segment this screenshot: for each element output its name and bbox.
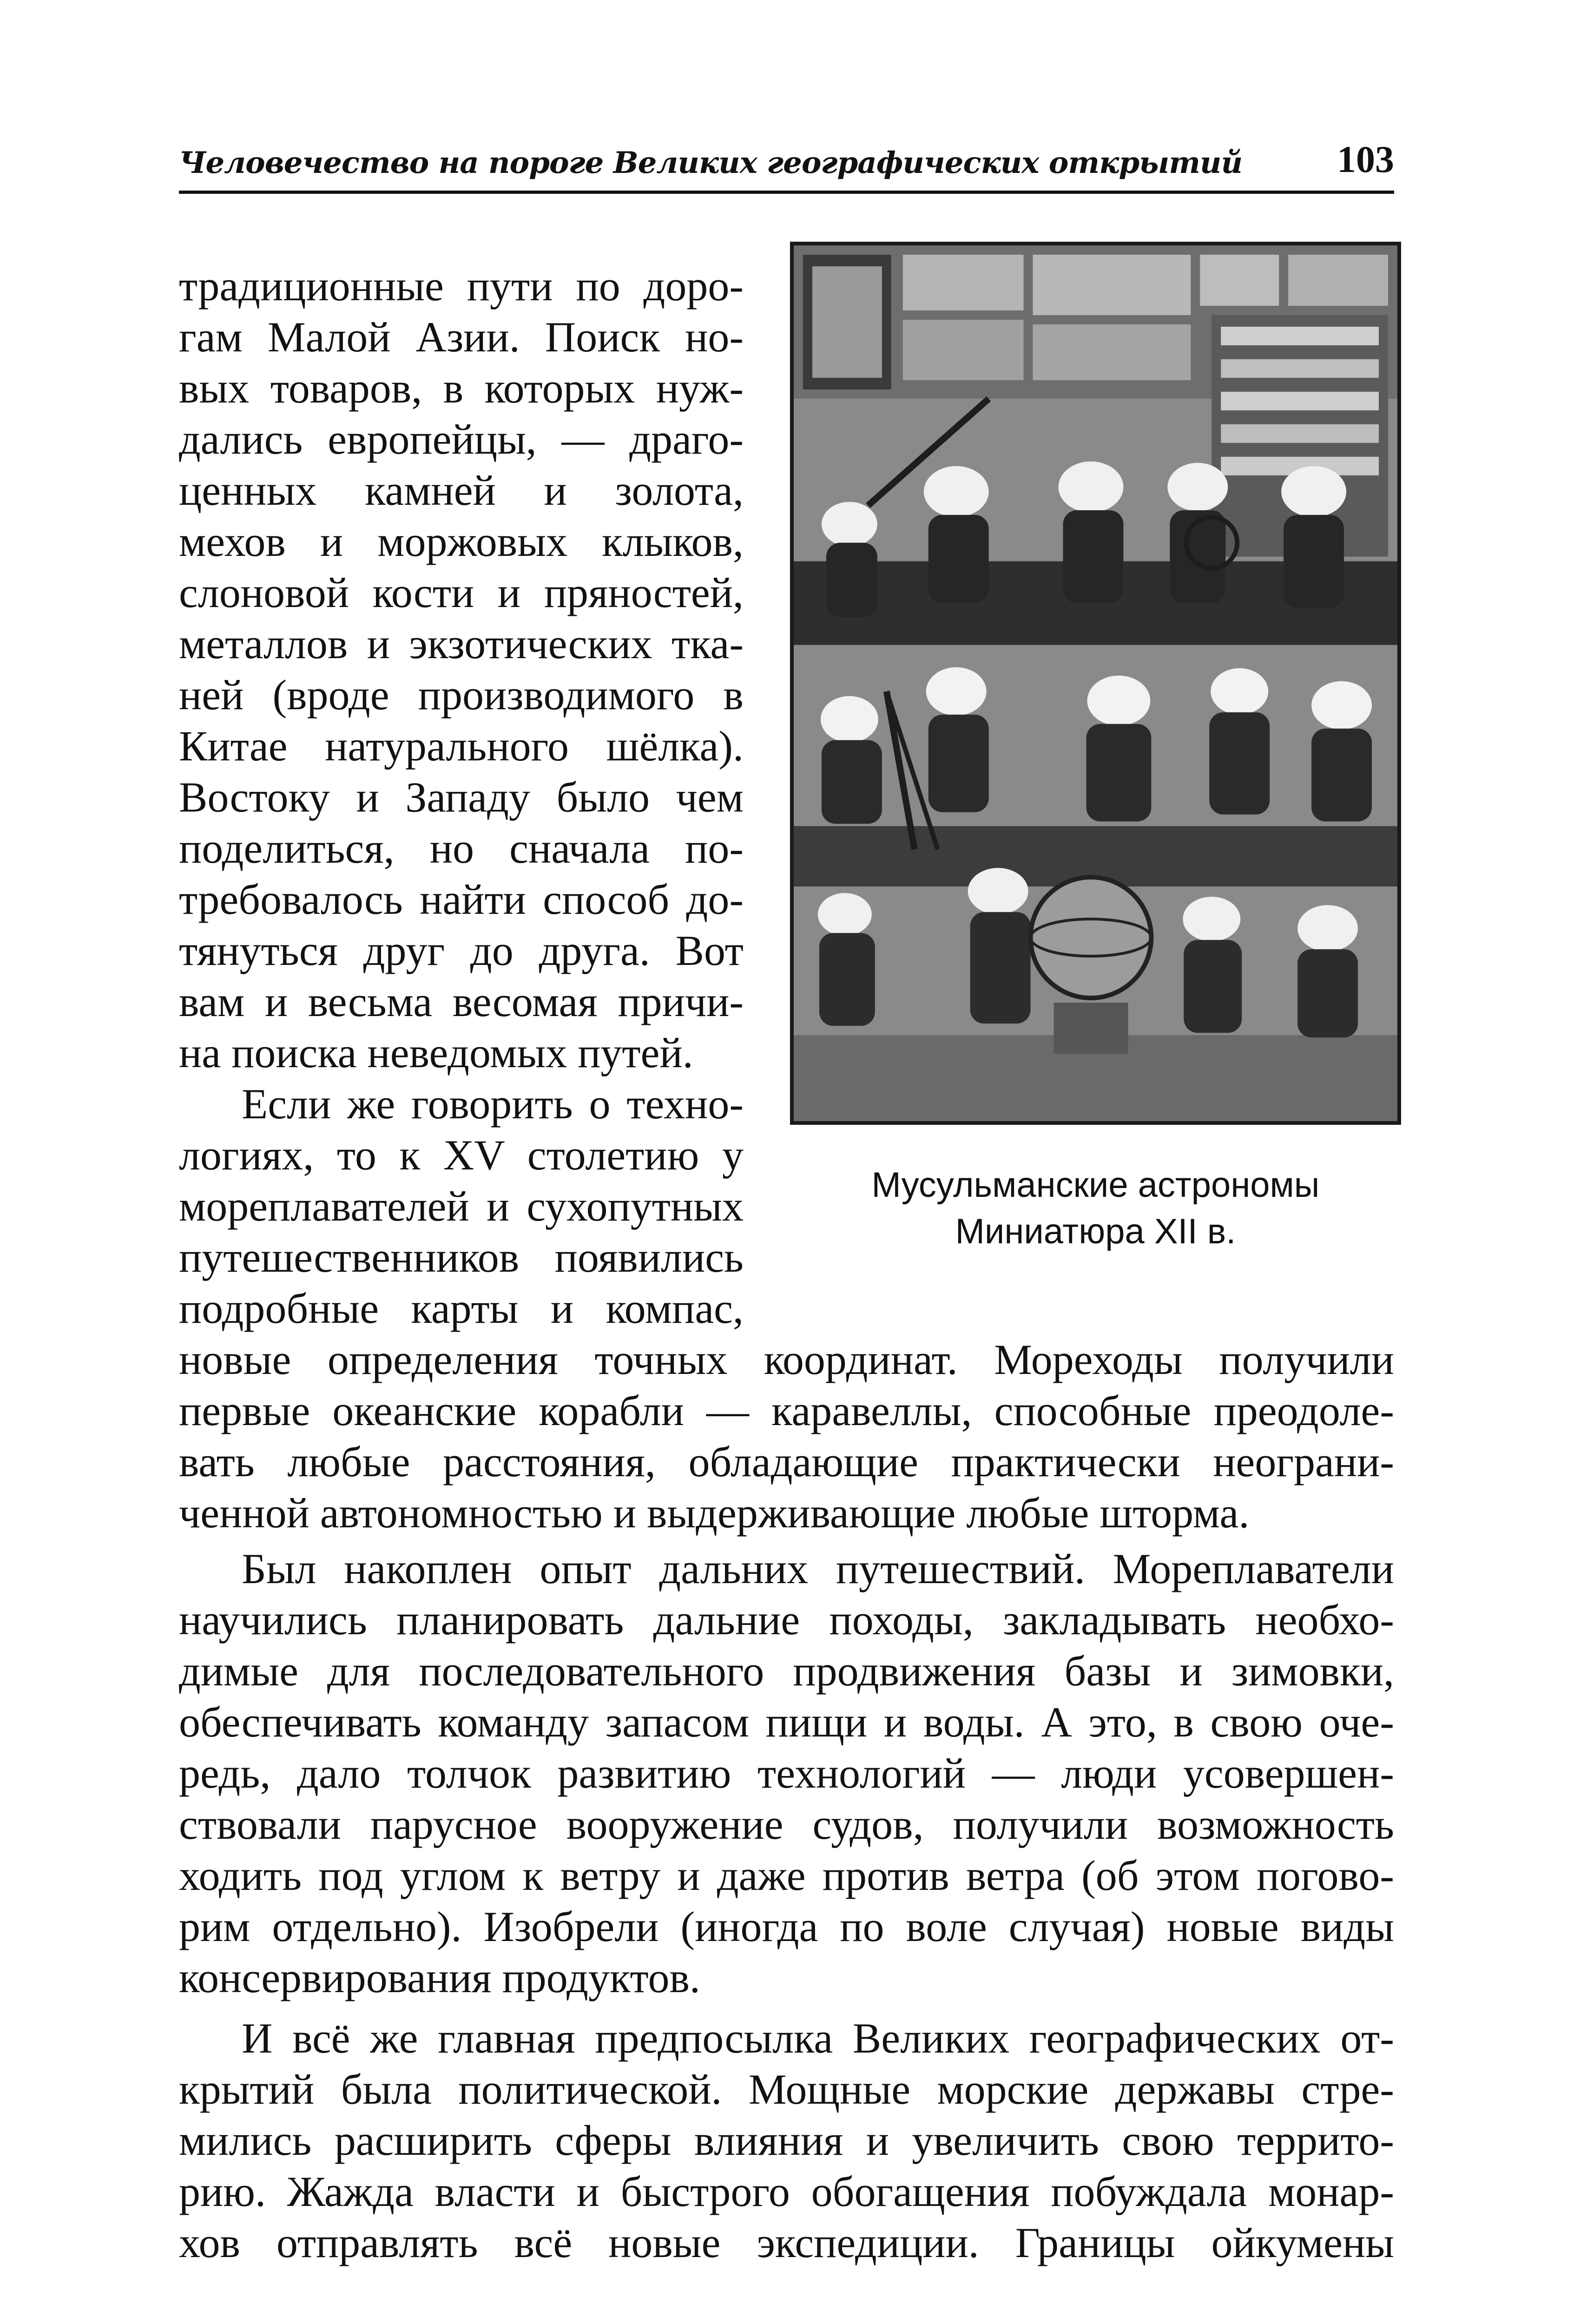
text-line: обеспечивать команду запасом пищи и воды. А это, в свою оче- [179, 1698, 1394, 1746]
text-line: требовалось найти способ до- [179, 876, 744, 923]
text-line: металлов и экзотических тка- [179, 620, 744, 667]
text-line: консервирования продуктов. [179, 1954, 700, 2001]
text-line: логиях, то к XV столетию у [179, 1131, 744, 1179]
text-line: редь, дало толчок развитию технологий — люди усовершен- [179, 1750, 1394, 1797]
astronomers-miniature-illustration [790, 242, 1401, 1125]
text-line: рим отдельно). Изобрели (иногда по воле случая) новые виды [179, 1903, 1394, 1950]
text-line: научились планировать дальние походы, закладывать необхо- [179, 1596, 1394, 1644]
text-line: ценных камней и золота, [179, 467, 744, 514]
figure-caption-date: Миниатюра XII в. [955, 1212, 1236, 1251]
text-line: вам и весьма весомая причи- [179, 978, 744, 1025]
paragraph-start-line: Был накоплен опыт дальних путешествий. Мореплаватели [242, 1545, 1394, 1592]
text-line: тянуться друг до друга. Вот [179, 927, 744, 974]
text-line: слоновой кости и пряностей, [179, 569, 744, 616]
text-line: мились расширить сферы влияния и увеличить свою террито- [179, 2117, 1394, 2164]
paragraph-start-line: И всё же главная предпосылка Великих географических от- [242, 2014, 1394, 2062]
page-number: 103 [1337, 138, 1394, 180]
text-line: подробные карты и компас, [179, 1285, 744, 1332]
text-line: ствовали парусное вооружение судов, получили возможность [179, 1801, 1394, 1848]
text-line: дались европейцы, — драго- [179, 416, 744, 463]
text-line: ней (вроде производимого в [179, 671, 744, 719]
paragraph-start-line: Если же говорить о техно- [242, 1080, 744, 1128]
text-line: мореплавателей и сухопутных [179, 1182, 744, 1230]
text-line: мехов и моржовых клыков, [179, 518, 744, 565]
figure-caption-title: Мусульманские астрономы [871, 1165, 1320, 1205]
miniature-image [794, 245, 1397, 1121]
text-line: традиционные пути по доро- [179, 262, 744, 310]
text-line: вых товаров, в которых нуж- [179, 364, 744, 412]
text-line: Китае натурального шёлка). [179, 722, 744, 770]
text-line: путешественников появились [179, 1234, 744, 1281]
text-line: гам Малой Азии. Поиск но- [179, 313, 744, 361]
text-line: на поиска неведомых путей. [179, 1029, 693, 1076]
text-line: хов отправлять всё новые экспедиции. Границы ойкумены [179, 2219, 1394, 2266]
text-line: димые для последовательного продвижения базы и зимовки, [179, 1647, 1394, 1695]
running-title: Человечество на пороге Великих географических открытий [179, 145, 1243, 180]
text-line: ченной автономностью и выдерживающие любые шторма. [179, 1489, 1250, 1537]
text-line: Востоку и Западу было чем [179, 773, 744, 821]
text-line: рию. Жажда власти и быстрого обогащения побуждала монар- [179, 2168, 1394, 2215]
text-line: поделиться, но сначала по- [179, 825, 744, 872]
text-line: первые океанские корабли — каравеллы, способные преодоле- [179, 1387, 1394, 1434]
text-line: крытий была политической. Мощные морские державы стре- [179, 2066, 1394, 2113]
text-line: новые определения точных координат. Мореходы получили [179, 1336, 1394, 1383]
text-line: ходить под углом к ветру и даже против ветра (об этом погово- [179, 1852, 1394, 1899]
running-header [179, 135, 1394, 194]
text-line: вать любые расстояния, обладающие практически неограни- [179, 1438, 1394, 1486]
